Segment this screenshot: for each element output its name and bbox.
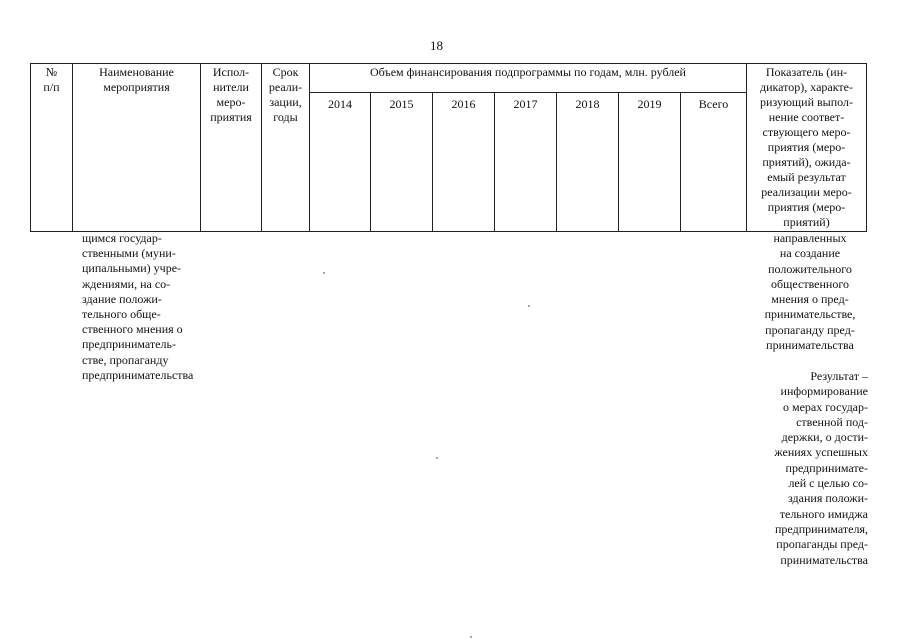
page-number: 18 <box>430 38 443 53</box>
indicator-continuation: направленных на создание положительного общественного мнения о пред- принимательстве, пропаганду пред- принимательства <box>764 231 856 353</box>
header-year-2016: 2016 <box>433 93 495 232</box>
scan-speck <box>528 305 530 307</box>
header-cell-name: Наименование мероприятия <box>73 64 201 232</box>
header-year-2017: 2017 <box>495 93 557 232</box>
scan-speck <box>436 457 438 459</box>
activity-name-continuation: щимся государ- ственными (муни- ципальными) учре- ждениями, на со- здание положи- тельного обще- ственного мнения о предприниматель- стве, пропаганду предпринимательства <box>82 231 194 382</box>
table-header <box>30 63 867 232</box>
header-year-2019: 2019 <box>619 93 681 232</box>
header-cell-indicator: Показатель (ин- дикатор), характе- ризующий выпол- нение соответ- ствующего меро- приятия (меро- приятий), ожида- емый результат реализации меро- приятия (меро- приятий) <box>747 64 867 232</box>
header-year-2015: 2015 <box>371 93 433 232</box>
header-year-2014: 2014 <box>310 93 371 232</box>
header-cell-number: № п/п <box>31 64 73 232</box>
header-year-2018: 2018 <box>557 93 619 232</box>
scan-speck <box>470 636 472 638</box>
indicator-result: Результат – информирование о мерах государ- ственной под- держки, о дости- жениях успешных предпринимате- лей с целью со- здания положи- тельного имиджа предпринимателя, пропаганды пред- принимательства <box>774 369 868 567</box>
header-cell-executors: Испол- нители меро- приятия <box>201 64 262 232</box>
header-total: Всего <box>681 93 747 232</box>
scan-speck <box>323 272 325 274</box>
header-cell-deadline: Срок реали- зации, годы <box>262 64 310 232</box>
header-cell-funding: Объем финансирования подпрограммы по годам, млн. рублей <box>310 64 747 93</box>
